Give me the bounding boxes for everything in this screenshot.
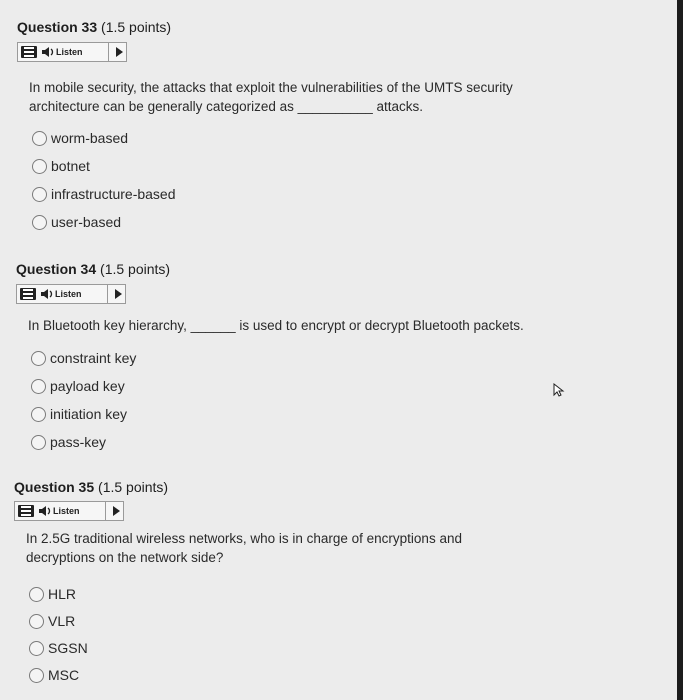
speaker-icon: [39, 506, 53, 516]
question-text-line: [29, 97, 513, 116]
question-title: Question 34: [16, 261, 97, 277]
option-vlr[interactable]: [29, 613, 75, 629]
question-title: Question 33: [17, 19, 98, 35]
listen-label: Listen: [53, 506, 80, 516]
option-label: pass-key: [50, 434, 107, 450]
option-label: initiation key: [50, 406, 128, 422]
option-hlr[interactable]: [29, 586, 76, 602]
option-label: user-based: [51, 214, 122, 230]
question-header: [14, 479, 168, 495]
question-text: [28, 316, 524, 335]
question-text-line: decryptions on the network side?: [26, 550, 224, 565]
listen-toolbar: [14, 501, 124, 521]
option-worm-based[interactable]: [32, 130, 128, 146]
radio-button[interactable]: [29, 614, 44, 629]
option-initiation-key[interactable]: [31, 406, 127, 422]
radio-button[interactable]: [29, 587, 44, 602]
screen-edge: [677, 0, 683, 700]
option-user-based[interactable]: [32, 214, 121, 230]
listen-button[interactable]: [39, 502, 106, 520]
listen-button[interactable]: [41, 285, 108, 303]
text-part: architecture can be generally categorized as: [29, 99, 298, 114]
option-label: worm-based: [51, 130, 129, 146]
play-icon[interactable]: [116, 47, 123, 57]
option-label: botnet: [51, 158, 90, 174]
radio-button[interactable]: [32, 159, 47, 174]
option-infrastructure-based[interactable]: [32, 186, 176, 202]
option-pass-key[interactable]: [31, 434, 106, 450]
text-part: In Bluetooth key hierarchy,: [28, 318, 191, 333]
listen-label: Listen: [55, 289, 82, 299]
menu-icon[interactable]: [21, 46, 37, 58]
radio-button[interactable]: [29, 641, 44, 656]
speaker-icon: [41, 289, 55, 299]
menu-icon[interactable]: [18, 505, 34, 517]
play-icon[interactable]: [113, 506, 120, 516]
listen-toolbar: [17, 42, 127, 62]
radio-button[interactable]: [32, 131, 47, 146]
question-points: (1.5 points): [101, 19, 172, 35]
text-part: is used to encrypt or decrypt Bluetooth packets.: [235, 318, 524, 333]
question-header: [17, 19, 171, 35]
option-label: HLR: [48, 586, 77, 602]
question-header: [16, 261, 170, 277]
answer-blank: __________: [297, 99, 373, 114]
question-text-line: In 2.5G traditional wireless networks, who is in charge of encryptions and: [26, 531, 462, 546]
question-title: Question 35: [14, 479, 95, 495]
question-points: (1.5 points): [98, 479, 169, 495]
listen-button[interactable]: [42, 43, 109, 61]
radio-button[interactable]: [32, 187, 47, 202]
radio-button[interactable]: [31, 407, 46, 422]
radio-button[interactable]: [31, 351, 46, 366]
radio-button[interactable]: [31, 435, 46, 450]
mouse-pointer-icon: [553, 383, 565, 402]
speaker-icon: [42, 47, 56, 57]
question-text-line: In mobile security, the attacks that exploit the vulnerabilities of the UMTS security: [29, 80, 513, 95]
option-label: constraint key: [50, 350, 137, 366]
option-label: payload key: [50, 378, 125, 394]
option-label: infrastructure-based: [51, 186, 176, 202]
radio-button[interactable]: [32, 215, 47, 230]
menu-icon[interactable]: [20, 288, 36, 300]
option-sgsn[interactable]: [29, 640, 88, 656]
question-text: [26, 529, 462, 567]
option-botnet[interactable]: [32, 158, 90, 174]
option-label: MSC: [48, 667, 80, 683]
option-msc[interactable]: [29, 667, 79, 683]
radio-button[interactable]: [29, 668, 44, 683]
listen-toolbar: [16, 284, 126, 304]
radio-button[interactable]: [31, 379, 46, 394]
question-text: [29, 78, 513, 116]
play-icon[interactable]: [115, 289, 122, 299]
answer-blank: ______: [190, 318, 236, 333]
option-label: VLR: [48, 613, 76, 629]
question-points: (1.5 points): [100, 261, 171, 277]
option-label: SGSN: [48, 640, 88, 656]
listen-label: Listen: [56, 47, 83, 57]
option-payload-key[interactable]: [31, 378, 125, 394]
option-constraint-key[interactable]: [31, 350, 136, 366]
text-part: attacks.: [372, 99, 424, 114]
